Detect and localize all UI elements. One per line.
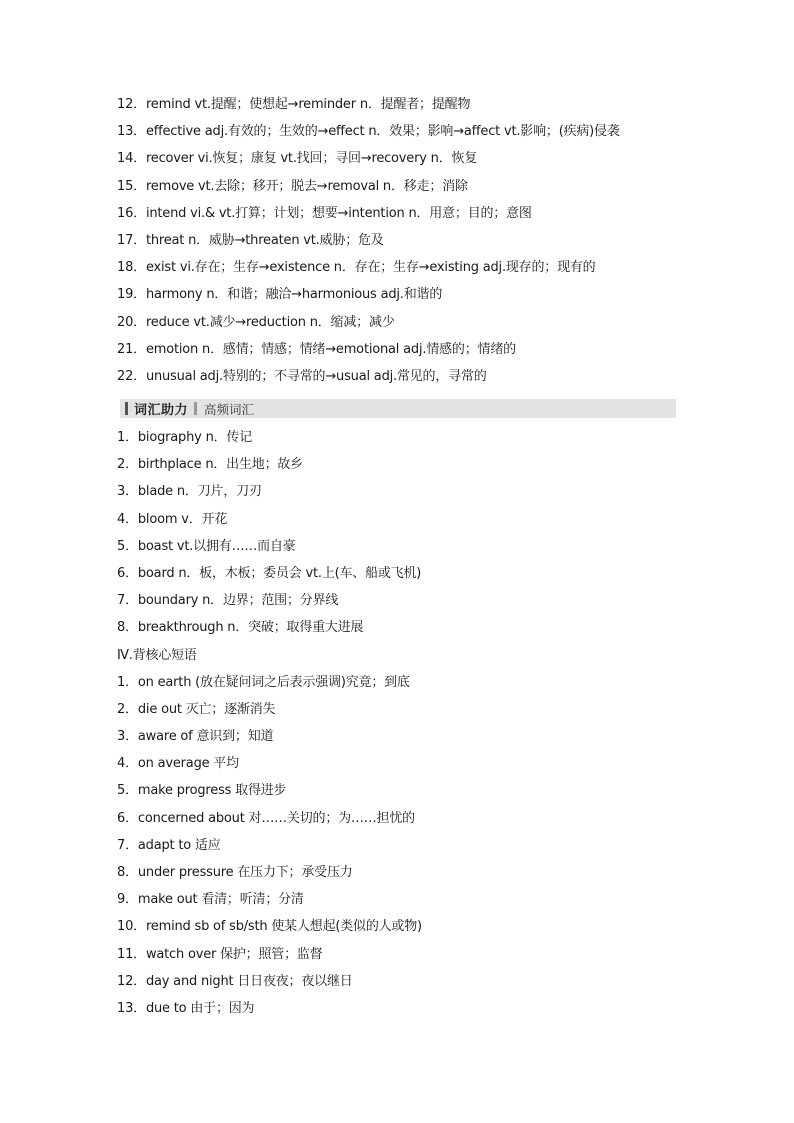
list-item: 13．due to 由于；因为: [117, 1000, 255, 1016]
section-banner: [120, 399, 676, 418]
banner-accent-bar: [125, 402, 128, 415]
list-item: 4．on average 平均: [117, 756, 239, 772]
banner-separator: [194, 402, 197, 415]
list-item: 2．die out 灭亡；逐渐消失: [117, 701, 276, 717]
list-item: 1．biography n．传记: [117, 430, 253, 445]
list-item: 18．exist vi.存在；生存→existence n．存在；生存→existing adj.现存的；现有的: [117, 260, 596, 276]
high-frequency-word-list: [117, 424, 677, 1022]
list-item: 9．make out 看清；听清；分清: [117, 892, 304, 908]
list-item: 10．remind sb of sb/sth 使某人想起(类似的人或物): [117, 919, 422, 935]
list-item: 15．remove vt.去除；移开；脱去→removal n．移走；消除: [117, 178, 468, 194]
list-item: 13．effective adj.有效的；生效的→effect n．效果；影响→affect vt.影响；(疾病)侵袭: [117, 124, 620, 140]
list-item: 3．aware of 意识到；知道: [117, 729, 274, 745]
list-item: 5．make progress 取得进步: [117, 783, 287, 799]
list-item: 4．bloom v．开花: [117, 511, 228, 527]
list-item: 8．breakthrough n．突破；取得重大进展: [117, 620, 364, 636]
list-item: 12．remind vt.提醒；使想起→reminder n．提醒者；提醒物: [117, 97, 471, 112]
list-item: 2．birthplace n．出生地；故乡: [117, 457, 303, 473]
list-item: 5．boast vt.以拥有……而自豪: [117, 538, 296, 554]
list-item: 6．concerned about 对……关切的；为……担忧的: [117, 810, 415, 826]
list-item: 3．blade n．刀片，刀刃: [117, 484, 262, 500]
list-item: 7．adapt to 适应: [117, 837, 221, 853]
list-item: 1．on earth (放在疑问词之后表示强调)究竟；到底: [117, 674, 410, 690]
banner-title: 词汇助力: [134, 403, 189, 418]
list-item: 14．recover vi.恢复；康复 vt.找回；寻回→recovery n．恢复: [117, 151, 478, 167]
list-item: 19．harmony n．和谐；融洽→harmonious adj.和谐的: [117, 287, 443, 303]
list-item: 7．boundary n．边界；范围；分界线: [117, 593, 339, 609]
derivative-word-list: [117, 91, 677, 390]
list-item: 12．day and night 日日夜夜；夜以继日: [117, 973, 353, 989]
list-item: 20．reduce vt.减少→reduction n．缩减；减少: [117, 314, 395, 330]
list-item: 16．intend vi.& vt.打算；计划；想要→intention n．用意；目的；意图: [117, 205, 532, 221]
section-heading: Ⅳ.背核心短语: [117, 647, 197, 663]
list-item: 8．under pressure 在压力下；承受压力: [117, 865, 353, 880]
banner-subtitle: 高频词汇: [204, 401, 255, 417]
list-item: 11．watch over 保护；照管；监督: [117, 946, 323, 962]
list-item: 6．board n．板，木板；委员会 vt.上(车、船或飞机): [117, 565, 422, 581]
list-item: 21．emotion n．感情；情感；情绪→emotional adj.情感的；情绪的: [117, 341, 516, 357]
list-item: 17．threat n．威胁→threaten vt.威胁；危及: [117, 232, 384, 248]
list-item: 22．unusual adj.特别的；不寻常的→usual adj.常见的，寻常的: [117, 368, 487, 384]
